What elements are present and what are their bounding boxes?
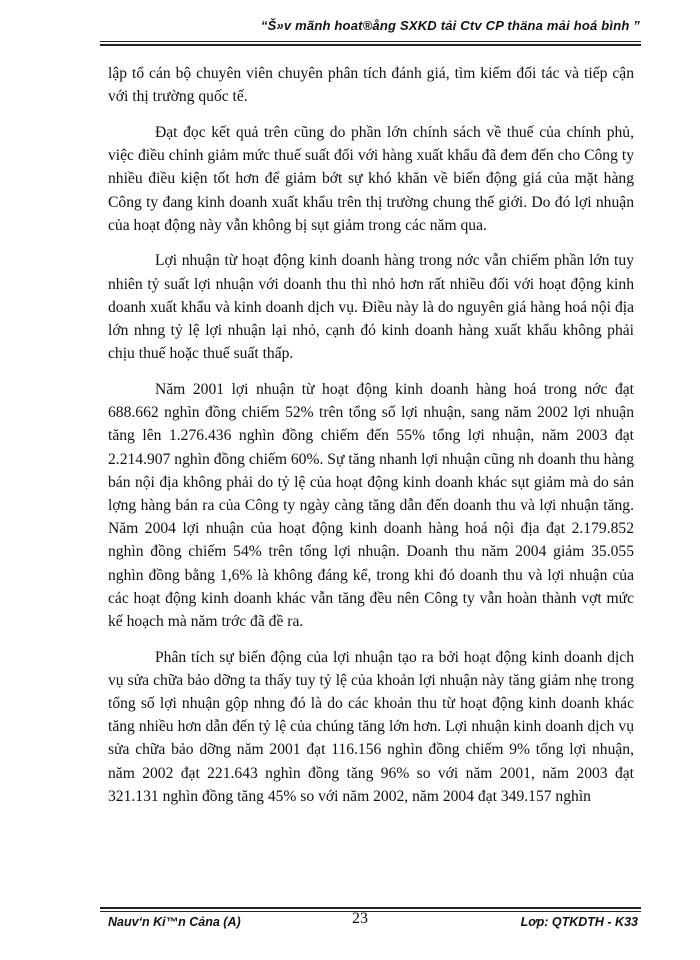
page-number: 23 xyxy=(352,910,368,927)
footer-author: Nauv‘n Ki™n Cảna (A) xyxy=(108,915,241,929)
paragraph-4: Năm 2001 lợi nhuận từ hoạt động kinh doanh hàng hoá trong nớc đạt 688.662 nghìn đồng chiếm 52% trên tổng số lợi nhuận, sang năm 2002 lợi nhuận tăng lên 1.276.436 nghìn đồng chiếm đến 55% tổng lợi nhuận, năm 2003 đạt 2.214.907 nghìn đồng chiếm 60%. Sự tăng nhanh lợi nhuận cũng nh doanh thu hàng bán nội địa không phải do tỷ lệ của hoạt động kinh doanh khác sụt giảm mà do sản lợng hàng bán ra của Công ty ngày càng tăng dẫn đến doanh thu và lợi nhuận tăng. Năm 2004 lợi nhuận của hoạt động kinh doanh hàng hoá nội địa đạt 2.179.852 nghìn đồng chiếm 54% trên tổng lợi nhuận. Doanh thu năm 2004 giảm 35.055 nghìn đồng bằng 1,6% là không đáng kể, trong khi đó doanh thu và lợi nhuận của các hoạt động kinh doanh khác vẫn tăng đều nên Công ty vẫn hoàn thành vợt mức kế hoạch mà năm trớc đã đề ra. xyxy=(108,380,634,630)
paragraph-3: Lợi nhuận từ hoạt động kinh doanh hàng trong nớc vẫn chiếm phần lớn tuy nhiên tỷ suất lợi nhuận với doanh thu thì nhỏ hơn rất nhiều đối với hoạt động kinh doanh xuất khẩu và kinh doanh dịch vụ. Điều này là do nguyên giá hàng hoá nội địa lớn nhng tỷ lệ lợi nhuận lại nhỏ, cạnh đó kinh doanh hàng xuất khẩu không phải chịu thuế hoặc thuế suất thấp. xyxy=(108,252,634,363)
paragraph-1: lập tổ cán bộ chuyên viên chuyên phân tích đánh giá, tìm kiếm đối tác và tiếp cận với thị trường quốc tế. xyxy=(108,65,634,106)
header-rule-thick xyxy=(100,44,641,46)
header-rule-thin xyxy=(100,41,641,42)
footer-rule-thin xyxy=(100,911,641,912)
paragraph-5: Phân tích sự biến động của lợi nhuận tạo ra bởi hoạt động kinh doanh dịch vụ sửa chữa bảo dỡng ta thấy tuy tỷ lệ của khoản lợi nhuận này tăng giảm nhẹ trong tổng số lợi nhuận gộp nhng đó là do các khoản thu từ hoạt động kinh doanh khác tăng nhiều hơn dẫn đến tỷ lệ của chúng tăng lớn hơn. Lợi nhuận kinh doanh dịch vụ sửa chữa bảo dỡng năm 2001 đạt 116.156 nghìn đồng chiếm 9% tổng lợi nhuận, năm 2002 đạt 221.643 nghìn đồng tăng 96% so với năm 2001, năm 2003 đạt 321.131 nghìn đồng tăng 45% so với năm 2002, năm 2004 đạt 349.157 nghìn xyxy=(108,648,634,805)
footer-rule-thick xyxy=(100,907,641,909)
header-title: “Š»v mãnh hoat®ång SXKD tải Ctv CP thäna mải hoá bình ” xyxy=(260,18,640,33)
footer-class: Lơp: QTKDTH - K33 xyxy=(520,915,638,929)
paragraph-2: Đạt đọc kết quả trên cũng do phần lớn chính sách về thuế của chính phủ, việc điều chỉnh giảm mức thuế suất đối với hàng xuất khẩu đã đem đến cho Công ty nhiều điều kiện tốt hơn để giảm bớt sự khó khăn về biến động giá của mặt hàng Công ty đang kinh doanh xuất khẩu trên thị trường chung thế giới. Do đó lợi nhuận của hoạt động này vẫn không bị sụt giảm trong các năm qua. xyxy=(108,123,634,234)
document-body xyxy=(108,62,634,821)
page-header xyxy=(100,18,640,42)
